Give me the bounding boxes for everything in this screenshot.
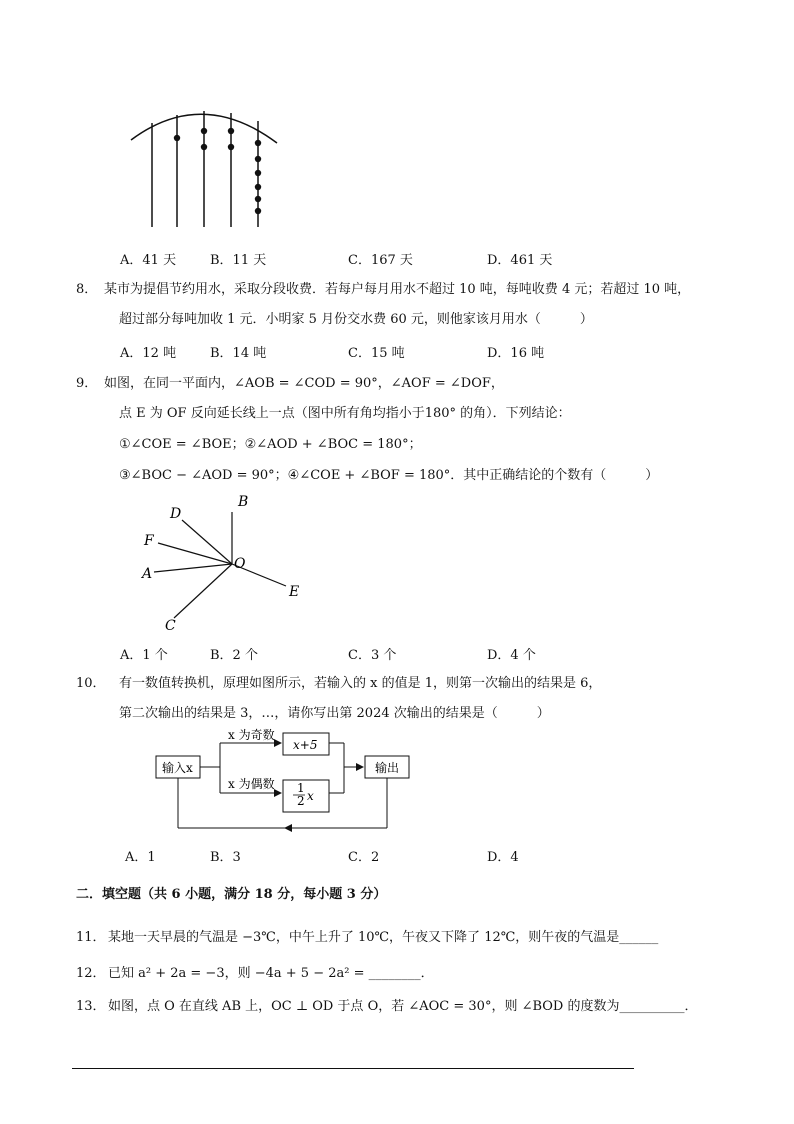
abacus-bead [255,156,261,162]
label-O: O [234,556,246,572]
abacus-bead [255,184,261,190]
q9-text-line3: ①∠COE = ∠BOE；②∠AOD + ∠BOC = 180°； [119,437,422,452]
q8-option-d: D．16 吨 [487,346,545,361]
even-box-den: 2 [297,794,305,808]
angle-figure [130,490,330,640]
q10-option-a: A．1 [125,850,156,865]
q10-option-b: B．3 [210,850,241,865]
ray-OA [154,564,232,572]
q8-option-c: C．15 吨 [348,346,405,361]
abacus-bead [201,128,207,134]
q12-text: 已知 a² + 2a = −3，则 −4a + 5 − 2a² = ________． [108,966,434,981]
q13-number: 13． [76,999,106,1014]
q7-option-c: C．167 天 [348,253,413,268]
q8-option-b: B．14 吨 [210,346,267,361]
abacus-bead [255,140,261,146]
q12-number: 12． [76,966,106,981]
label-B: B [238,494,249,510]
section2-heading: 二．填空题（共 6 小题，满分 18 分，每小题 3 分） [76,887,387,902]
even-box-var: x [307,789,314,803]
q9-option-a: A．1 个 [120,648,168,663]
q11-number: 11． [76,930,106,945]
q10-text-line1: 有一数值转换机，原理如图所示，若输入的 x 的值是 1，则第一次输出的结果是 6， [119,676,602,691]
abacus-bead [228,144,234,150]
even-label: x 为偶数 [228,777,275,791]
even-box-num: 1 [297,781,305,795]
abacus-bead [255,208,261,214]
abacus-bead [201,144,207,150]
q10-option-c: C．2 [348,850,380,865]
q9-text-line4: ③∠BOC − ∠AOD = 90°；④∠COE + ∠BOF = 180°．其中正确结论的个数有（ ） [119,468,659,483]
odd-box-text: x+5 [293,738,318,752]
input-box-text: 输入x [162,761,193,775]
q7-option-b: B．11 天 [210,253,267,268]
q7-option-d: D．461 天 [487,253,553,268]
odd-label: x 为奇数 [228,728,275,742]
abacus-figure [125,105,285,225]
q8-text-line2: 超过部分每吨加收 1 元．小明家 5 月份交水费 60 元，则他家该月用水（ ） [119,312,593,327]
q13-text: 如图，点 O 在直线 AB 上，OC ⊥ OD 于点 O，若 ∠AOC = 30°，则 ∠BOD 的度数为__________． [108,999,698,1014]
q9-option-c: C．3 个 [348,648,397,663]
q10-number: 10． [76,676,106,691]
footer-rule [72,1068,634,1069]
flowchart [150,724,430,834]
q10-option-d: D．4 [487,850,519,865]
abacus-bead [255,170,261,176]
abacus-bead [228,128,234,134]
label-F: F [144,533,154,549]
label-A: A [142,566,153,582]
output-box-text: 输出 [375,761,400,775]
q9-text-line2: 点 E 为 OF 反向延长线上一点（图中所有角均指小于180° 的角）．下列结论： [119,406,571,421]
label-D: D [170,506,182,522]
q9-option-b: B．2 个 [210,648,258,663]
q8-option-a: A．12 吨 [120,346,177,361]
q9-number: 9． [76,376,98,391]
q8-number: 8． [76,282,98,297]
q7-option-a: A．41 天 [120,253,177,268]
ray-OC [174,564,232,618]
q9-text-line1: 如图，在同一平面内，∠AOB = ∠COD = 90°，∠AOF = ∠DOF， [104,376,504,391]
q11-text: 某地一天早晨的气温是 −3℃，中午上升了 10℃，午夜又下降了 12℃，则午夜的气温是______ [108,930,659,945]
q9-option-d: D．4 个 [487,648,536,663]
abacus-bead [255,196,261,202]
even-box [283,780,329,812]
label-E: E [289,584,300,600]
q10-text-line2: 第二次输出的结果是 3，…，请你写出第 2024 次输出的结果是（ ） [119,706,550,721]
abacus-bead [174,135,180,141]
q8-text-line1: 某市为提倡节约用水，采取分段收费．若每户每月用水不超过 10 吨，每吨收费 4 元；若超过 10 吨， [104,282,691,297]
label-C: C [165,618,176,634]
